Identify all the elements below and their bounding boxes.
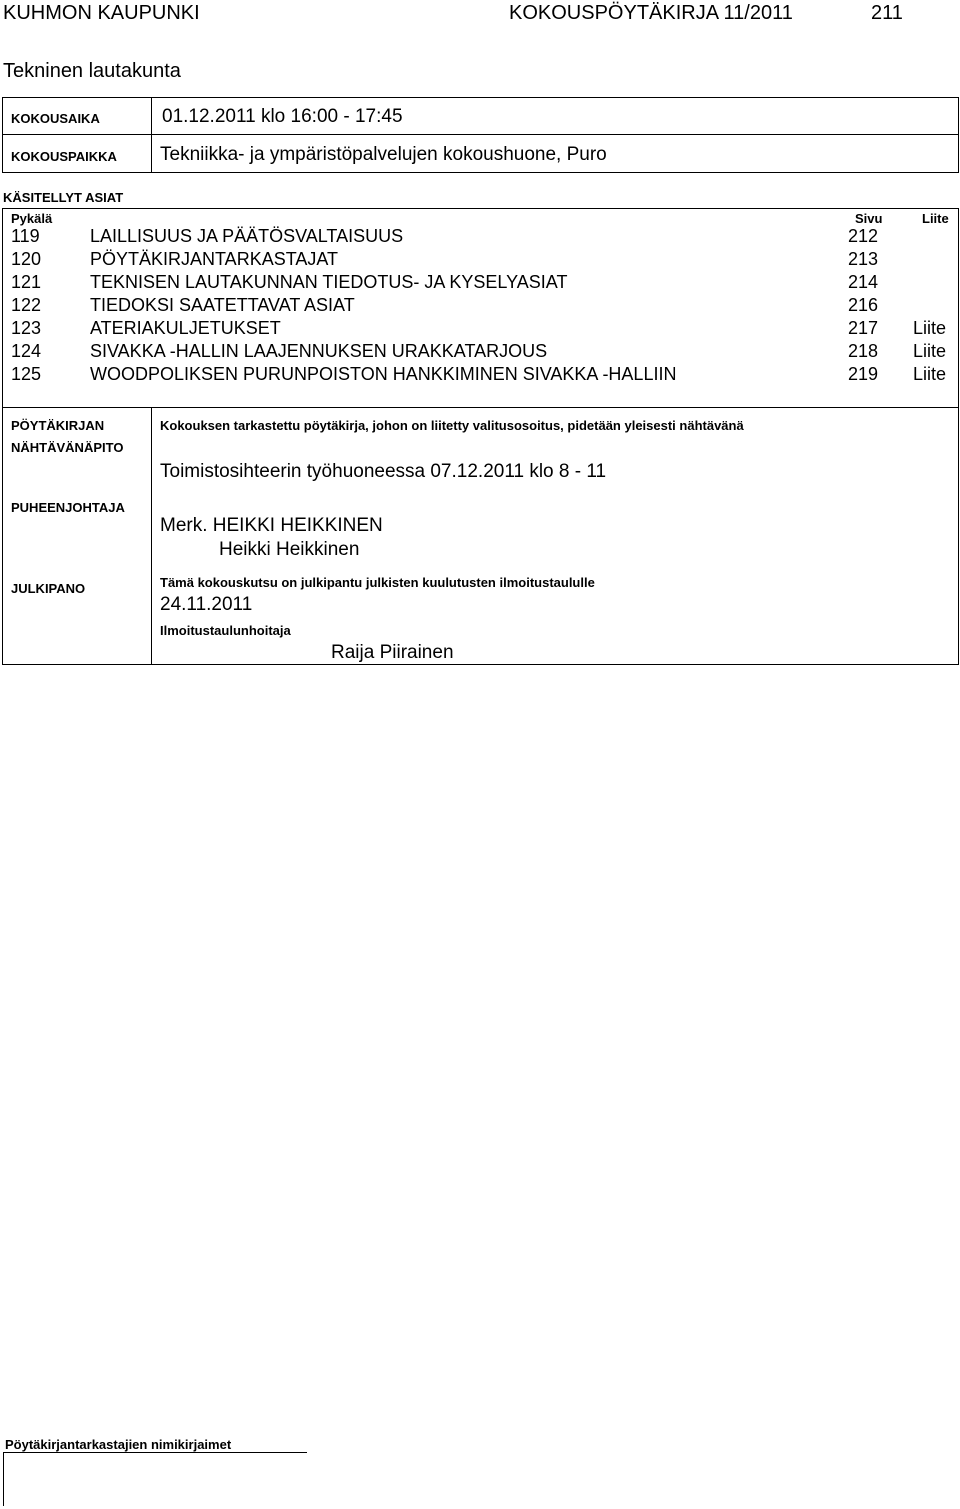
agenda-item-title: LAILLISUUS JA PÄÄTÖSVALTAISUUS	[90, 226, 404, 246]
signature-line	[3, 1452, 307, 1453]
agenda-item-attachment: Liite	[913, 364, 947, 384]
agenda-section-title: KÄSITELLYT ASIAT	[3, 190, 124, 205]
agenda-item-title: ATERIAKULJETUKSET	[90, 318, 281, 338]
agenda-col-attachment: Liite	[922, 211, 949, 226]
agenda-item	[0, 272, 960, 295]
agenda-item	[0, 226, 960, 249]
agenda-item-number: 121	[11, 272, 42, 292]
meeting-time-label: KOKOUSAIKA	[11, 111, 100, 126]
agenda-item	[0, 249, 960, 272]
publish-date: 24.11.2011	[160, 594, 253, 615]
agenda-item-title: TIEDOKSI SAATETTAVAT ASIAT	[90, 295, 355, 315]
agenda-item-title: WOODPOLIKSEN PURUNPOISTON HANKKIMINEN SIVAKKA -HALLIIN	[90, 364, 677, 384]
chair-signature: Merk. HEIKKI HEIKKINEN	[160, 515, 383, 536]
agenda-item-number: 123	[11, 318, 42, 338]
agenda-item-attachment: Liite	[913, 318, 947, 338]
signature-box-left-edge	[3, 1452, 4, 1506]
agenda-item-page: 216	[848, 295, 879, 315]
agenda-item-page: 214	[848, 272, 879, 292]
signatures-label: Pöytäkirjantarkastajien nimikirjaimet	[5, 1437, 232, 1452]
agenda-item-title: TEKNISEN LAUTAKUNNAN TIEDOTUS- JA KYSELYASIAT	[90, 272, 568, 292]
agenda-item-number: 122	[11, 295, 42, 315]
agenda-item-number: 120	[11, 249, 42, 269]
agenda-item-title: PÖYTÄKIRJANTARKASTAJAT	[90, 249, 339, 269]
agenda-item-number: 124	[11, 341, 42, 361]
minutes-display-label-2: NÄHTÄVÄNÄPITO	[11, 440, 124, 455]
minutes-display-place: Toimistosihteerin työhuoneessa 07.12.2011 klo 8 - 11	[160, 461, 607, 482]
agenda-item-attachment: Liite	[913, 341, 947, 361]
publish-text: Tämä kokouskutsu on julkipantu julkisten kuulutusten ilmoitustaululle	[160, 575, 595, 590]
agenda-item	[0, 341, 960, 364]
agenda-item-title: SIVAKKA -HALLIN LAAJENNUKSEN URAKKATARJOUS	[90, 341, 548, 361]
board-keeper-label: Ilmoitustaulunhoitaja	[160, 623, 291, 638]
meeting-info-divider	[151, 97, 152, 173]
board-keeper-name: Raija Piirainen	[331, 642, 454, 663]
agenda-item	[0, 318, 960, 341]
publish-label: JULKIPANO	[11, 581, 86, 596]
minutes-info-box	[2, 407, 959, 665]
agenda-item-number: 119	[11, 226, 40, 246]
agenda-item	[0, 295, 960, 318]
municipality-name: KUHMON KAUPUNKI	[3, 2, 200, 24]
agenda-item-page: 212	[848, 226, 879, 246]
meeting-place-label: KOKOUSPAIKKA	[11, 149, 117, 164]
agenda-item-page: 213	[848, 249, 879, 269]
minutes-display-text: Kokouksen tarkastettu pöytäkirja, johon on liitetty valitusosoitus, pidetään yleisesti nähtävänä	[160, 418, 744, 433]
meeting-info-row-divider	[2, 134, 959, 135]
agenda-col-section: Pykälä	[11, 211, 53, 226]
agenda-col-page: Sivu	[855, 211, 883, 226]
chair-label: PUHEENJOHTAJA	[11, 500, 125, 515]
agenda-item-number: 125	[11, 364, 42, 384]
agenda-item	[0, 364, 960, 387]
agenda-item-page: 217	[848, 318, 879, 338]
minutes-info-divider	[151, 407, 152, 665]
meeting-time-value: 01.12.2011 klo 16:00 - 17:45	[162, 106, 403, 127]
meeting-place-value: Tekniikka- ja ympäristöpalvelujen kokoushuone, Puro	[160, 144, 607, 165]
minutes-display-label-1: PÖYTÄKIRJAN	[11, 418, 105, 433]
document-title: KOKOUSPÖYTÄKIRJA 11/2011	[509, 2, 793, 24]
agenda-item-page: 219	[848, 364, 879, 384]
chair-name: Heikki Heikkinen	[219, 539, 360, 560]
page-number: 211	[871, 2, 903, 24]
department-name: Tekninen lautakunta	[3, 60, 181, 82]
agenda-item-page: 218	[848, 341, 879, 361]
